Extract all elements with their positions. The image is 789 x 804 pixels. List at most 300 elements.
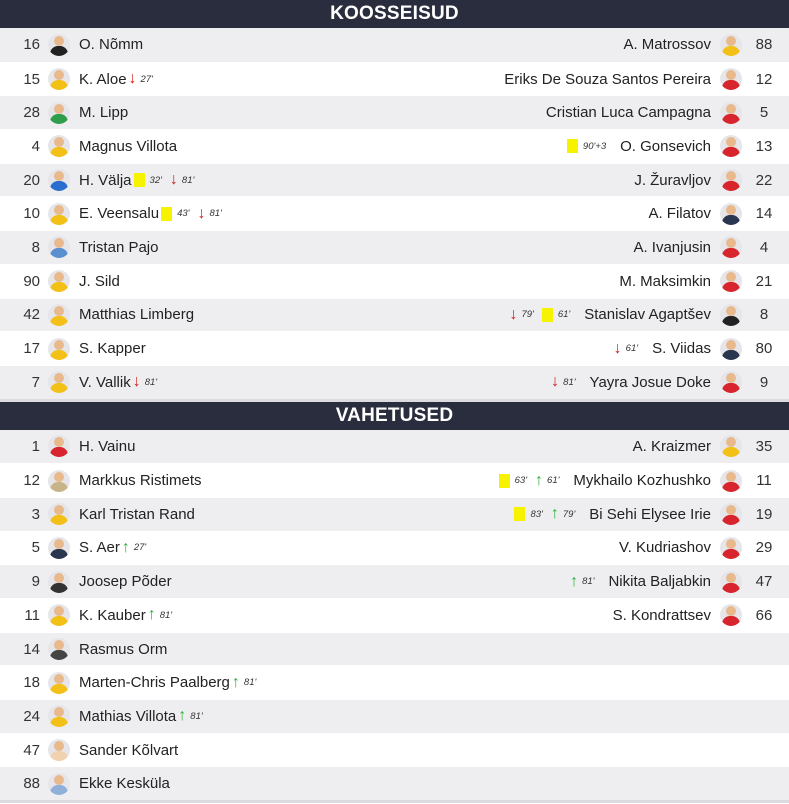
- avatar-shirt: [722, 282, 740, 292]
- player-avatar: [720, 304, 742, 326]
- avatar-shirt: [50, 650, 68, 660]
- player-avatar: [48, 338, 70, 360]
- event-minute: 83': [530, 508, 543, 520]
- event-minute: 81': [582, 576, 595, 588]
- home-player[interactable]: [0, 430, 395, 464]
- player-events: [614, 341, 646, 357]
- avatar-shirt: [722, 147, 740, 157]
- home-player[interactable]: [0, 63, 395, 96]
- home-player[interactable]: [0, 130, 395, 163]
- player-name[interactable]: Tristan Pajo: [79, 238, 159, 256]
- player-name[interactable]: Eriks De Souza Santos Pereira: [504, 70, 711, 88]
- avatar-head: [54, 373, 64, 383]
- player-name[interactable]: Bi Sehi Elysee Irie: [589, 505, 711, 523]
- event-minute: 81': [209, 208, 222, 220]
- player-name[interactable]: K. Kauber: [79, 606, 146, 624]
- event-minute: 79': [521, 309, 534, 321]
- yellow-card-event: [161, 207, 189, 221]
- player-events: [178, 708, 210, 724]
- away-player[interactable]: [395, 299, 789, 332]
- player-row: [0, 28, 789, 62]
- shirt-number: 11: [756, 472, 772, 490]
- player-row: [0, 264, 789, 298]
- player-row: [0, 497, 789, 531]
- sub-out-event: [551, 374, 575, 390]
- player-name[interactable]: V. Kudriashov: [618, 539, 711, 557]
- player-row: [0, 365, 789, 399]
- avatar-head: [54, 137, 64, 147]
- avatar-head: [726, 70, 736, 80]
- yellow-card-icon: [499, 474, 510, 488]
- player-rows: [0, 28, 789, 399]
- player-avatar: [720, 571, 742, 593]
- player-name[interactable]: M. Maksimkin: [619, 272, 711, 290]
- player-name[interactable]: Matthias Limberg: [79, 306, 195, 324]
- shirt-number: 8: [759, 306, 769, 324]
- home-player[interactable]: [0, 666, 395, 699]
- avatar-head: [54, 741, 64, 751]
- avatar-shirt: [50, 583, 68, 593]
- avatar-head: [726, 505, 736, 515]
- away-player[interactable]: [395, 599, 789, 632]
- away-player[interactable]: [395, 366, 789, 399]
- shirt-number: 88: [755, 36, 773, 54]
- avatar-shirt: [722, 181, 740, 191]
- sub-in-event: [570, 574, 594, 590]
- home-player[interactable]: [0, 231, 395, 264]
- player-name[interactable]: E. Veensalu: [79, 205, 160, 223]
- shirt-number: 21: [755, 272, 773, 290]
- player-row: [0, 95, 789, 129]
- player-avatar: [48, 503, 70, 525]
- avatar-head: [54, 36, 64, 46]
- yellow-card-event: [134, 173, 162, 187]
- player-avatar: [48, 34, 70, 56]
- substitutes-header: VAHETUSED: [0, 402, 789, 430]
- player-row: [0, 129, 789, 163]
- avatar-head: [726, 472, 736, 482]
- sub-out-event: [197, 206, 221, 222]
- player-events: [148, 607, 180, 623]
- arrow-up-icon: ↑: [231, 673, 240, 691]
- sub-out-event: [129, 71, 153, 87]
- player-name[interactable]: Joosep Põder: [79, 573, 172, 591]
- player-events: [232, 675, 264, 691]
- player-events: [567, 139, 614, 153]
- player-name[interactable]: Stanislav Agaptšev: [584, 306, 711, 324]
- shirt-number: 13: [755, 137, 773, 155]
- player-row: [0, 62, 789, 96]
- arrow-down-icon: ↓: [169, 171, 178, 189]
- player-name[interactable]: Cristian Luca Campagna: [545, 104, 711, 122]
- player-name[interactable]: A. Matrossov: [623, 36, 711, 54]
- yellow-card-icon: [542, 308, 553, 322]
- avatar-head: [726, 306, 736, 316]
- away-player[interactable]: [395, 532, 789, 565]
- player-avatar: [48, 270, 70, 292]
- player-row: [0, 665, 789, 699]
- shirt-number: 4: [31, 137, 40, 155]
- event-minute: 81': [243, 677, 257, 689]
- avatar-shirt: [50, 482, 68, 492]
- avatar-head: [54, 640, 64, 650]
- event-minute: 61': [547, 475, 560, 487]
- avatar-shirt: [50, 46, 68, 56]
- yellow-card-event: [542, 308, 570, 322]
- away-player[interactable]: [395, 265, 789, 298]
- shirt-number: 7: [31, 373, 40, 391]
- avatar-shirt: [722, 549, 740, 559]
- avatar-shirt: [722, 383, 740, 393]
- player-rows: [0, 430, 789, 801]
- avatar-head: [54, 606, 64, 616]
- player-name[interactable]: A. Filatov: [648, 205, 711, 223]
- home-player[interactable]: [0, 265, 395, 298]
- shirt-number: 88: [23, 775, 40, 793]
- home-player[interactable]: [0, 366, 395, 399]
- avatar-shirt: [722, 80, 740, 90]
- away-player[interactable]: [395, 565, 789, 598]
- avatar-head: [726, 36, 736, 46]
- away-player[interactable]: [395, 430, 789, 464]
- arrow-down-icon: ↓: [551, 373, 560, 391]
- avatar-head: [726, 272, 736, 282]
- shirt-number: 66: [755, 606, 773, 624]
- avatar-shirt: [50, 248, 68, 258]
- player-events: [514, 506, 583, 522]
- shirt-number: 22: [755, 171, 773, 189]
- away-player[interactable]: [395, 28, 789, 62]
- player-avatar: [720, 470, 742, 492]
- player-name[interactable]: J. Žuravljov: [634, 171, 711, 189]
- avatar-head: [54, 573, 64, 583]
- shirt-number: 5: [31, 539, 40, 557]
- avatar-head: [54, 505, 64, 515]
- player-events: [129, 71, 161, 87]
- player-avatar: [48, 672, 70, 694]
- away-player[interactable]: [395, 231, 789, 264]
- avatar-shirt: [722, 616, 740, 626]
- avatar-shirt: [50, 447, 68, 457]
- away-player[interactable]: [395, 63, 789, 96]
- player-row: [0, 564, 789, 598]
- player-name[interactable]: Nikita Baljabkin: [608, 573, 711, 591]
- player-avatar: [720, 169, 742, 191]
- player-avatar: [48, 236, 70, 258]
- player-name[interactable]: S. Kapper: [79, 340, 146, 358]
- avatar-head: [54, 472, 64, 482]
- avatar-shirt: [50, 383, 68, 393]
- home-player[interactable]: [0, 197, 395, 230]
- player-name[interactable]: H. Vainu: [79, 437, 136, 455]
- player-avatar: [48, 604, 70, 626]
- arrow-up-icon: ↑: [147, 606, 156, 624]
- player-events: [551, 374, 583, 390]
- shirt-number: 12: [23, 472, 40, 490]
- player-avatar: [720, 338, 742, 360]
- player-avatar: [720, 68, 742, 90]
- player-row: [0, 766, 789, 800]
- away-player[interactable]: [395, 700, 789, 733]
- player-name[interactable]: Yayra Josue Doke: [589, 373, 711, 391]
- player-events: [133, 374, 165, 390]
- away-player[interactable]: [395, 734, 789, 767]
- avatar-head: [54, 707, 64, 717]
- event-minute: 43': [177, 208, 190, 220]
- avatar-shirt: [50, 751, 68, 761]
- shirt-number: 18: [23, 674, 40, 692]
- event-minute: 63': [514, 475, 528, 487]
- player-name[interactable]: Sander Kõlvart: [79, 741, 179, 759]
- avatar-shirt: [722, 350, 740, 360]
- avatar-shirt: [722, 482, 740, 492]
- shirt-number: 35: [755, 437, 773, 455]
- shirt-number: 15: [23, 70, 40, 88]
- home-player[interactable]: [0, 164, 395, 197]
- player-row: [0, 531, 789, 565]
- player-name[interactable]: O. Nõmm: [79, 36, 144, 54]
- player-name[interactable]: A. Kraizmer: [632, 437, 711, 455]
- away-player[interactable]: [395, 130, 789, 163]
- home-player[interactable]: [0, 767, 395, 800]
- sub-out-event: [614, 341, 638, 357]
- sub-out-event: [509, 307, 533, 323]
- avatar-head: [726, 238, 736, 248]
- away-player[interactable]: [395, 498, 789, 531]
- player-name[interactable]: M. Lipp: [79, 104, 129, 122]
- avatar-head: [726, 205, 736, 215]
- away-player[interactable]: [395, 164, 789, 197]
- sub-out-event: [133, 374, 157, 390]
- yellow-card-event: [499, 474, 527, 488]
- avatar-head: [54, 340, 64, 350]
- sub-in-event: [178, 708, 202, 724]
- avatar-head: [54, 171, 64, 181]
- event-minute: 81': [190, 710, 203, 722]
- player-name[interactable]: Mykhailo Kozhushko: [573, 472, 711, 490]
- player-avatar: [48, 135, 70, 157]
- player-row: [0, 163, 789, 197]
- player-avatar: [48, 638, 70, 660]
- arrow-up-icon: ↑: [121, 538, 130, 556]
- shirt-number: 9: [759, 373, 769, 391]
- avatar-shirt: [50, 181, 68, 191]
- avatar-head: [54, 104, 64, 114]
- player-avatar: [720, 604, 742, 626]
- away-player[interactable]: [395, 332, 789, 365]
- avatar-shirt: [50, 717, 68, 727]
- event-minute: 81': [144, 376, 158, 388]
- shirt-number: 17: [23, 340, 40, 358]
- player-avatar: [48, 739, 70, 761]
- avatar-shirt: [50, 684, 68, 694]
- shirt-number: 47: [23, 741, 40, 759]
- player-avatar: [720, 34, 742, 56]
- player-name[interactable]: Mathias Villota: [79, 707, 177, 725]
- shirt-number: 14: [755, 205, 773, 223]
- avatar-shirt: [50, 147, 68, 157]
- yellow-card-icon: [514, 507, 525, 521]
- event-minute: 27': [140, 73, 153, 85]
- shirt-number: 29: [755, 539, 773, 557]
- arrow-down-icon: ↓: [613, 339, 622, 357]
- shirt-number: 80: [755, 340, 773, 358]
- avatar-shirt: [50, 616, 68, 626]
- avatar-head: [54, 205, 64, 215]
- shirt-number: 24: [23, 707, 40, 725]
- avatar-head: [726, 104, 736, 114]
- away-player[interactable]: [395, 633, 789, 666]
- home-player[interactable]: [0, 565, 395, 598]
- shirt-number: 8: [31, 238, 40, 256]
- shirt-number: 19: [755, 505, 773, 523]
- player-avatar: [48, 773, 70, 795]
- home-player[interactable]: [0, 28, 395, 62]
- home-player[interactable]: [0, 734, 395, 767]
- player-avatar: [48, 571, 70, 593]
- player-avatar: [48, 705, 70, 727]
- player-avatar: [720, 503, 742, 525]
- away-player[interactable]: [395, 767, 789, 800]
- player-name[interactable]: Ekke Kesküla: [79, 775, 170, 793]
- shirt-number: 1: [31, 437, 40, 455]
- player-events: [570, 574, 602, 590]
- player-row: [0, 196, 789, 230]
- player-events: [161, 206, 230, 222]
- sub-in-event: [535, 473, 559, 489]
- away-player[interactable]: [395, 96, 789, 129]
- avatar-shirt: [722, 46, 740, 56]
- player-events: [122, 540, 154, 556]
- yellow-card-icon: [134, 173, 145, 187]
- avatar-head: [54, 272, 64, 282]
- avatar-shirt: [50, 282, 68, 292]
- shirt-number: 16: [23, 36, 40, 54]
- sub-in-event: [232, 675, 256, 691]
- avatar-shirt: [50, 785, 68, 795]
- home-player[interactable]: [0, 464, 395, 497]
- player-name[interactable]: Rasmus Orm: [79, 640, 168, 658]
- shirt-number: 10: [23, 205, 40, 223]
- player-row: [0, 463, 789, 497]
- player-name[interactable]: O. Gonsevich: [620, 137, 711, 155]
- bottom-divider: [0, 800, 789, 803]
- player-name[interactable]: V. Vallik: [79, 373, 131, 391]
- player-name[interactable]: H. Välja: [79, 171, 132, 189]
- home-player[interactable]: [0, 532, 395, 565]
- player-name[interactable]: Karl Tristan Rand: [79, 505, 195, 523]
- player-name[interactable]: Magnus Villota: [79, 137, 178, 155]
- player-events: [499, 473, 568, 489]
- player-row: [0, 632, 789, 666]
- yellow-card-icon: [567, 139, 578, 153]
- shirt-number: 11: [24, 606, 40, 624]
- avatar-head: [726, 171, 736, 181]
- player-avatar: [720, 135, 742, 157]
- shirt-number: 3: [31, 505, 40, 523]
- player-name[interactable]: J. Sild: [79, 272, 120, 290]
- avatar-head: [726, 573, 736, 583]
- avatar-shirt: [722, 215, 740, 225]
- player-avatar: [48, 169, 70, 191]
- away-player[interactable]: [395, 197, 789, 230]
- player-avatar: [720, 102, 742, 124]
- avatar-head: [726, 606, 736, 616]
- avatar-shirt: [722, 515, 740, 525]
- avatar-head: [54, 437, 64, 447]
- home-player[interactable]: [0, 599, 395, 632]
- player-name[interactable]: S. Kondrattsev: [612, 606, 711, 624]
- shirt-number: 47: [755, 573, 773, 591]
- player-name[interactable]: S. Aer: [79, 539, 120, 557]
- home-player[interactable]: [0, 633, 395, 666]
- home-player[interactable]: [0, 700, 395, 733]
- avatar-shirt: [50, 80, 68, 90]
- shirt-number: 14: [23, 640, 40, 658]
- player-avatar: [48, 371, 70, 393]
- event-minute: 32': [149, 174, 162, 186]
- player-avatar: [720, 236, 742, 258]
- event-minute: 61': [625, 343, 639, 355]
- avatar-shirt: [50, 316, 68, 326]
- sub-out-event: [170, 172, 194, 188]
- avatar-shirt: [50, 114, 68, 124]
- player-avatar: [48, 102, 70, 124]
- player-avatar: [720, 435, 742, 457]
- avatar-shirt: [722, 583, 740, 593]
- player-avatar: [720, 537, 742, 559]
- player-name[interactable]: Marten-Chris Paalberg: [79, 674, 230, 692]
- event-minute: 81': [159, 609, 173, 621]
- event-minute: 27': [133, 542, 147, 554]
- player-name[interactable]: S. Viidas: [652, 340, 711, 358]
- home-player[interactable]: [0, 299, 395, 332]
- yellow-card-event: [514, 507, 542, 521]
- event-minute: 61': [557, 309, 571, 321]
- player-row: [0, 230, 789, 264]
- away-player[interactable]: [395, 464, 789, 497]
- avatar-head: [54, 775, 64, 785]
- player-avatar: [48, 537, 70, 559]
- home-player[interactable]: [0, 498, 395, 531]
- shirt-number: 20: [23, 171, 40, 189]
- arrow-down-icon: ↓: [132, 373, 141, 391]
- player-name[interactable]: K. Aloe: [79, 70, 127, 88]
- avatar-head: [726, 539, 736, 549]
- home-player[interactable]: [0, 332, 395, 365]
- arrow-down-icon: ↓: [509, 305, 518, 323]
- player-row: [0, 733, 789, 767]
- player-avatar: [720, 371, 742, 393]
- player-avatar: [48, 470, 70, 492]
- away-player[interactable]: [395, 666, 789, 699]
- avatar-head: [726, 373, 736, 383]
- shirt-number: 90: [23, 272, 40, 290]
- player-name[interactable]: A. Ivanjusin: [633, 238, 711, 256]
- player-name[interactable]: Markkus Ristimets: [79, 472, 202, 490]
- shirt-number: 9: [31, 573, 40, 591]
- home-player[interactable]: [0, 96, 395, 129]
- avatar-head: [54, 539, 64, 549]
- yellow-card-icon: [161, 207, 172, 221]
- avatar-shirt: [50, 515, 68, 525]
- arrow-down-icon: ↓: [128, 70, 137, 88]
- avatar-head: [54, 238, 64, 248]
- sub-in-event: [122, 540, 146, 556]
- player-avatar: [48, 435, 70, 457]
- shirt-number: 5: [759, 104, 769, 122]
- avatar-head: [726, 340, 736, 350]
